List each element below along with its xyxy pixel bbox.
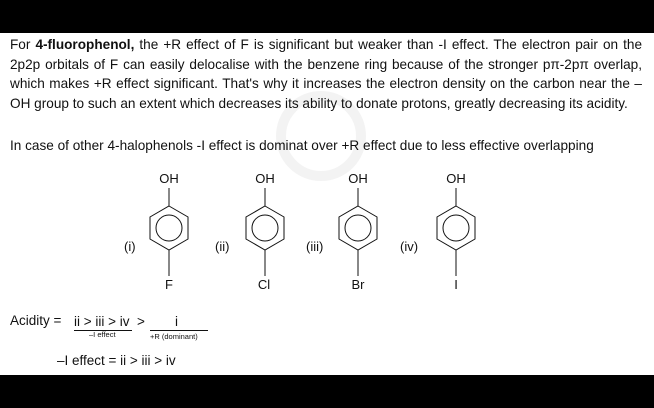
- hydroxyl-label: OH: [348, 171, 368, 186]
- p1-lead: For: [10, 37, 36, 52]
- acidity-order: ii > iii > iv: [74, 314, 130, 329]
- molecule-ii: [215, 169, 305, 295]
- molecule-iv: [400, 169, 490, 295]
- last-underline: [150, 330, 208, 331]
- benzene-ring-icon: [215, 169, 305, 295]
- benzene-ring-icon: [124, 169, 214, 295]
- substituent-label: Cl: [257, 277, 271, 292]
- paragraph-fluorophenol: [10, 35, 642, 113]
- acidity-last: i: [175, 314, 178, 329]
- benzene-ring-icon: [400, 169, 490, 295]
- order-note: –I effect: [89, 330, 116, 339]
- substituent-label: I: [454, 277, 458, 292]
- p1-bold: 4-fluorophenol,: [35, 37, 135, 52]
- hydroxyl-label: OH: [255, 171, 275, 186]
- hydroxyl-label: OH: [446, 171, 466, 186]
- i-effect-line: –I effect = ii > iii > iv: [57, 353, 176, 368]
- benzene-ring-icon: [306, 169, 396, 295]
- molecule-label: (iv): [400, 239, 419, 254]
- molecule-label: (i): [124, 239, 136, 254]
- substituent-label: Br: [351, 277, 365, 292]
- last-note: +R (dominant): [150, 332, 198, 341]
- hydroxyl-label: OH: [159, 171, 179, 186]
- molecule-label: (ii): [215, 239, 230, 254]
- document-page: [0, 33, 654, 375]
- p1-rest: the +R effect of F is significant but weaker than -I effect. The electron pair on the 2p2p orbitals of F can easily delocalise with the benzene ring because of the stronger pπ-2pπ overlap, which makes +R effect significant. That's why it increases the electron density on the carbon near the –OH group to such an extent which decreases its ability to donate protons, greatly decreasing its acidity.: [10, 37, 643, 111]
- molecule-i: [124, 169, 214, 295]
- molecule-iii: [306, 169, 396, 295]
- substituent-label: F: [165, 277, 173, 292]
- paragraph-halophenols: In case of other 4-halophenols -I effect is dominat over +R effect due to less effective overlapping: [10, 138, 594, 153]
- molecule-label: (iii): [306, 239, 324, 254]
- greater-than: >: [137, 314, 145, 329]
- acidity-prefix: Acidity =: [10, 313, 62, 328]
